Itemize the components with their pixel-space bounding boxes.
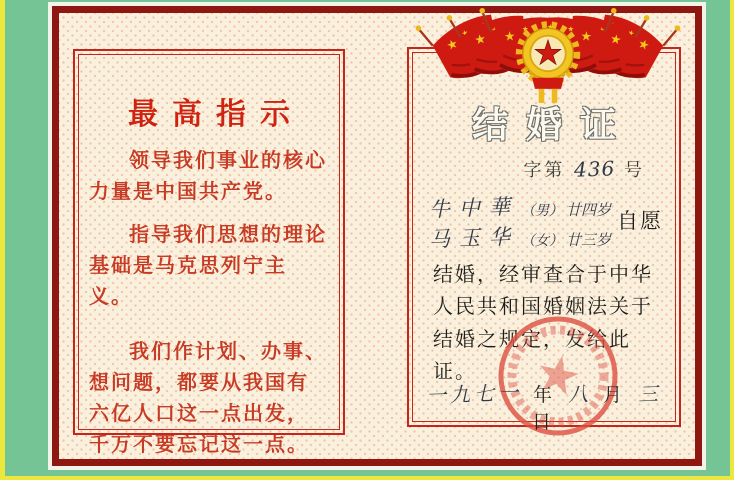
certificate-title: 结婚证	[471, 104, 634, 146]
certificate-paper	[59, 13, 695, 459]
consent-label: 自愿	[617, 209, 663, 233]
date-year-handwritten: 一九七一	[425, 380, 523, 408]
quote-paragraph: 指导我们思想的理论基础是马克思列宁主义。	[89, 222, 327, 308]
groom-name-handwritten: 牛中華	[428, 194, 520, 222]
serial-number-handwritten: 436	[573, 156, 616, 182]
serial-number-line	[413, 156, 645, 182]
date-day-unit: 日	[531, 411, 556, 433]
quote-paragraph: 我们作计划、办事、想问题，都要从我国有六亿人口这一点出发，千万不要忘记这一点。	[89, 339, 327, 456]
quote-paragraph: 领导我们事业的核心力量是中国共产党。	[89, 148, 327, 203]
bride-name-handwritten: 马玉华	[428, 224, 520, 252]
quotation-panel	[78, 54, 340, 456]
photo-edge-right	[730, 0, 734, 480]
bride-age: 廿三岁	[566, 231, 612, 249]
serial-suffix: 号	[624, 160, 645, 181]
date-month-unit: 月	[603, 384, 628, 406]
date-year-unit: 年	[532, 384, 557, 406]
quotation-title: 最高指示	[128, 97, 304, 132]
certificate-body-text: 结婚，经审查合于中华人民共和国婚姻法关于结婚之规定，发给此证。	[433, 262, 653, 384]
red-flags-gear-star-emblem-icon	[408, 7, 688, 113]
photo-edge-bottom	[0, 476, 734, 480]
photo-edge-left	[0, 0, 5, 480]
issue-date-line	[413, 378, 675, 434]
groom-age: 廿四岁	[566, 201, 612, 219]
serial-prefix: 字第	[523, 160, 566, 181]
bride-gender: （女）	[521, 233, 563, 249]
date-month-handwritten: 八	[567, 381, 593, 407]
groom-gender: （男）	[521, 203, 563, 219]
date-day-handwritten: 三	[637, 381, 663, 407]
certificate-red-frame	[52, 6, 702, 466]
certificate-sheet	[48, 2, 706, 470]
